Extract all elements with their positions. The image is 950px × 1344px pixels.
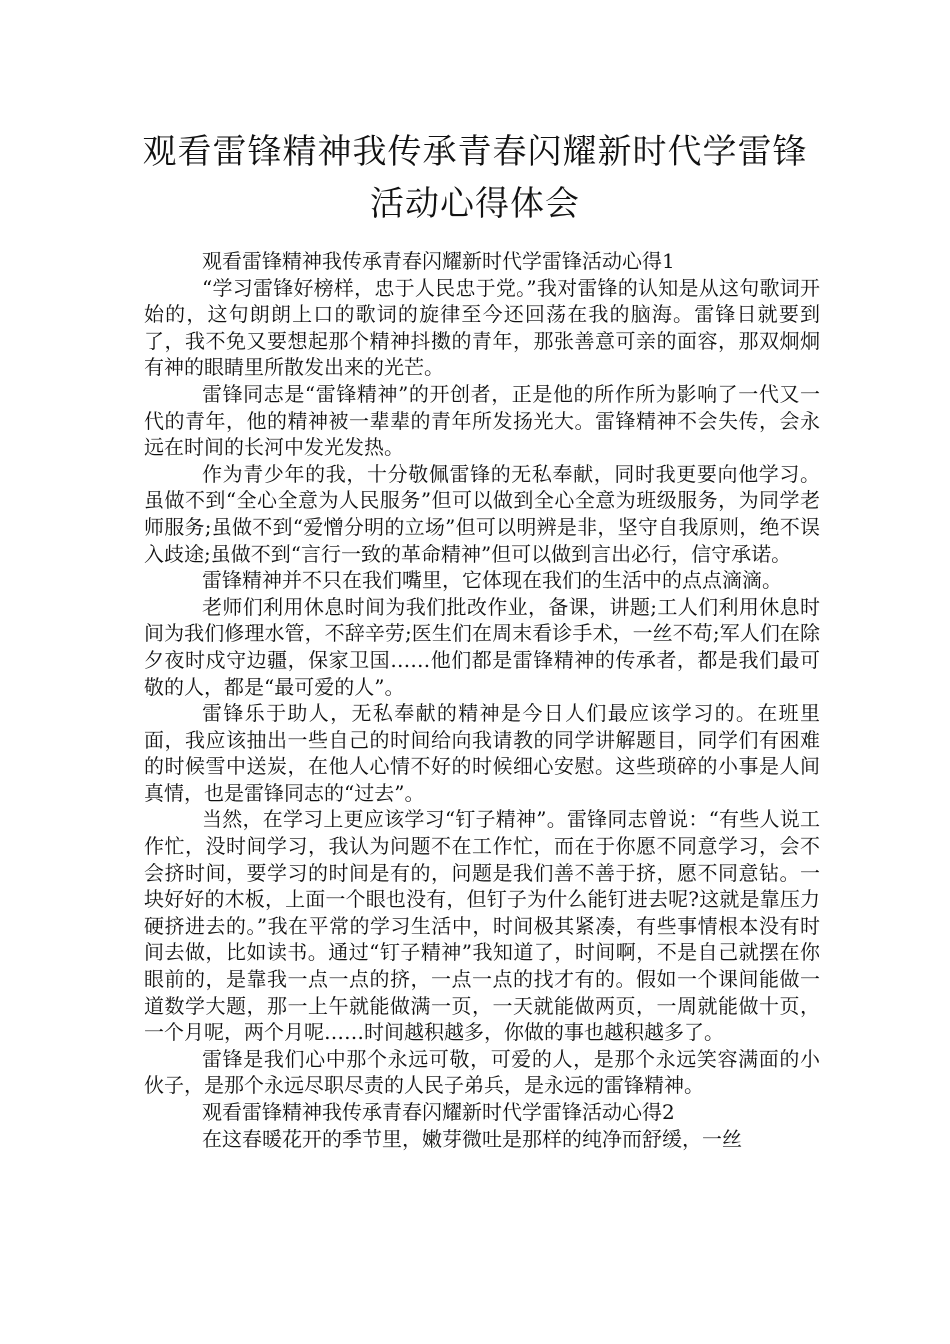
paragraph: 雷锋同志是“雷锋精神”的开创者，正是他的所作所为影响了一代又一代的青年，他的精神被一辈辈的青年所发扬光大。雷锋精神不会失传，会永远在时间的长河中发光发热。 [144, 381, 820, 460]
paragraph: 作为青少年的我，十分敬佩雷锋的无私奉献，同时我更要向他学习。虽做不到“全心全意为人民服务”但可以做到全心全意为班级服务，为同学老师服务;虽做不到“爱憎分明的立场”但可以明辨是非，坚守自我原则，绝不误入歧途;虽做不到“言行一致的革命精神”但可以做到言出必行，信守承诺。 [144, 461, 820, 566]
paragraph: 雷锋是我们心中那个永远可敬，可爱的人，是那个永远笑容满面的小伙子，是那个永远尽职尽责的人民子弟兵，是永远的雷锋精神。 [144, 1046, 820, 1098]
section-heading: 观看雷锋精神我传承青春闪耀新时代学雷锋活动心得2 [202, 1100, 675, 1124]
document-title: 观看雷锋精神我传承青春闪耀新时代学雷锋活动心得体会 [142, 132, 808, 224]
paragraph: 当然，在学习上更应该学习“钉子精神”。雷锋同志曾说：“有些人说工作忙，没时间学习，我认为问题不在工作忙，而在于你愿不同意学习，会不会挤时间，要学习的时间是有的，问题是我们善不善于挤，愿不同意钻。一块好好的木板，上面一个眼也没有，但钉子为什么能钉进去呢?这就是靠压力硬挤进去的。”我在平常的学习生活中，时间极其紧凑，有些事情根本没有时间去做，比如读书。通过“钉子精神”我知道了，时间啊，不是自己就摆在你眼前的，是靠我一点一点的挤，一点一点的找才有的。假如一个课间能做一道数学大题，那一上午就能做满一页，一天就能做两页，一周就能做十页，一个月呢，两个月呢……时间越积越多，你做的事也越积越多了。 [144, 807, 820, 1045]
paragraph: 老师们利用休息时间为我们批改作业，备课，讲题;工人们利用休息时间为我们修理水管，不辞辛劳;医生们在周末看诊手术，一丝不苟;军人们在除夕夜时戍守边疆，保家卫国……他们都是雷锋精神的传承者，都是我们最可敬的人，都是“最可爱的人”。 [144, 594, 820, 699]
document-body [144, 248, 820, 1152]
paragraph: 在这春暖花开的季节里，嫩芽微吐是那样的纯净而舒缓，一丝 [202, 1126, 742, 1151]
paragraph: “学习雷锋好榜样，忠于人民忠于党。”我对雷锋的认知是从这句歌词开始的，这句朗朗上口的歌词的旋律至今还回荡在我的脑海。雷锋日就要到了，我不免又要想起那个精神抖擞的青年，那张善意可亲的面容，那双炯炯有神的眼睛里所散发出来的光芒。 [144, 275, 820, 380]
section-heading: 观看雷锋精神我传承青春闪耀新时代学雷锋活动心得1 [202, 249, 675, 273]
paragraph: 雷锋乐于助人，无私奉献的精神是今日人们最应该学习的。在班里面，我应该抽出一些自己的时间给向我请教的同学讲解题目，同学们有困难的时候雪中送炭，在他人心情不好的时候细心安慰。这些琐碎的小事是人间真情，也是雷锋同志的“过去”。 [144, 701, 820, 805]
paragraph: 雷锋精神并不只在我们嘴里，它体现在我们的生活中的点点滴滴。 [202, 568, 782, 593]
